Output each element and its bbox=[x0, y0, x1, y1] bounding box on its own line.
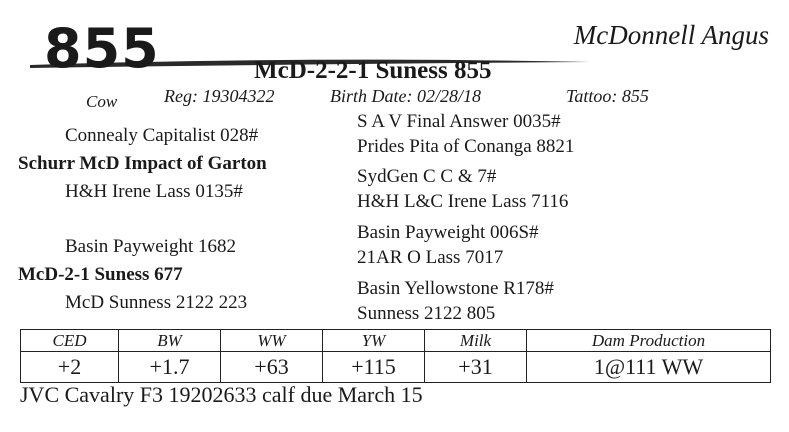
epd-value-row bbox=[21, 352, 771, 383]
dam-sire: Basin Payweight 1682 bbox=[65, 236, 236, 257]
dam: McD-2-1 Suness 677 bbox=[18, 264, 183, 285]
sex-label: Cow bbox=[86, 92, 118, 111]
ancestor: Sunness 2122 805 bbox=[357, 303, 496, 324]
epd-header-bw: BW bbox=[119, 330, 221, 352]
tattoo: Tattoo: 855 bbox=[566, 86, 649, 106]
ancestor: S A V Final Answer 0035# bbox=[357, 111, 561, 132]
epd-ced: +2 bbox=[21, 352, 119, 383]
epd-header-ced: CED bbox=[21, 330, 119, 352]
sire: Schurr McD Impact of Garton bbox=[18, 153, 267, 174]
lot-number: 855 bbox=[44, 17, 160, 80]
sire-sire: Connealy Capitalist 028# bbox=[65, 125, 259, 146]
ancestor: Prides Pita of Conanga 8821 bbox=[357, 136, 575, 157]
epd-header-row bbox=[21, 330, 771, 352]
ancestor: Basin Yellowstone R178# bbox=[357, 278, 554, 299]
birth-date: Birth Date: 02/28/18 bbox=[330, 86, 481, 106]
epd-ww: +63 bbox=[221, 352, 323, 383]
dam-dam: McD Sunness 2122 223 bbox=[65, 292, 248, 313]
epd-yw: +115 bbox=[323, 352, 425, 383]
epd-header-dam-production: Dam Production bbox=[527, 330, 771, 352]
epd-header-ww: WW bbox=[221, 330, 323, 352]
epd-dam-production: 1@111 WW bbox=[527, 352, 771, 383]
ancestor: 21AR O Lass 7017 bbox=[357, 247, 504, 268]
registration-number: Reg: 19304322 bbox=[164, 86, 275, 106]
epd-header-yw: YW bbox=[323, 330, 425, 352]
animal-name: McD-2-2-1 Suness 855 bbox=[254, 57, 492, 84]
epd-milk: +31 bbox=[425, 352, 527, 383]
ancestor: Basin Payweight 006S# bbox=[357, 222, 539, 243]
sire-dam: H&H Irene Lass 0135# bbox=[65, 181, 243, 202]
ranch-name: McDonnell Angus bbox=[573, 20, 769, 50]
ancestor: SydGen C C & 7# bbox=[357, 166, 497, 187]
epd-bw: +1.7 bbox=[119, 352, 221, 383]
epd-table bbox=[20, 329, 771, 383]
epd-header-milk: Milk bbox=[425, 330, 527, 352]
footer-note: JVC Cavalry F3 19202633 calf due March 15 bbox=[20, 382, 423, 407]
ancestor: H&H L&C Irene Lass 7116 bbox=[357, 191, 569, 212]
